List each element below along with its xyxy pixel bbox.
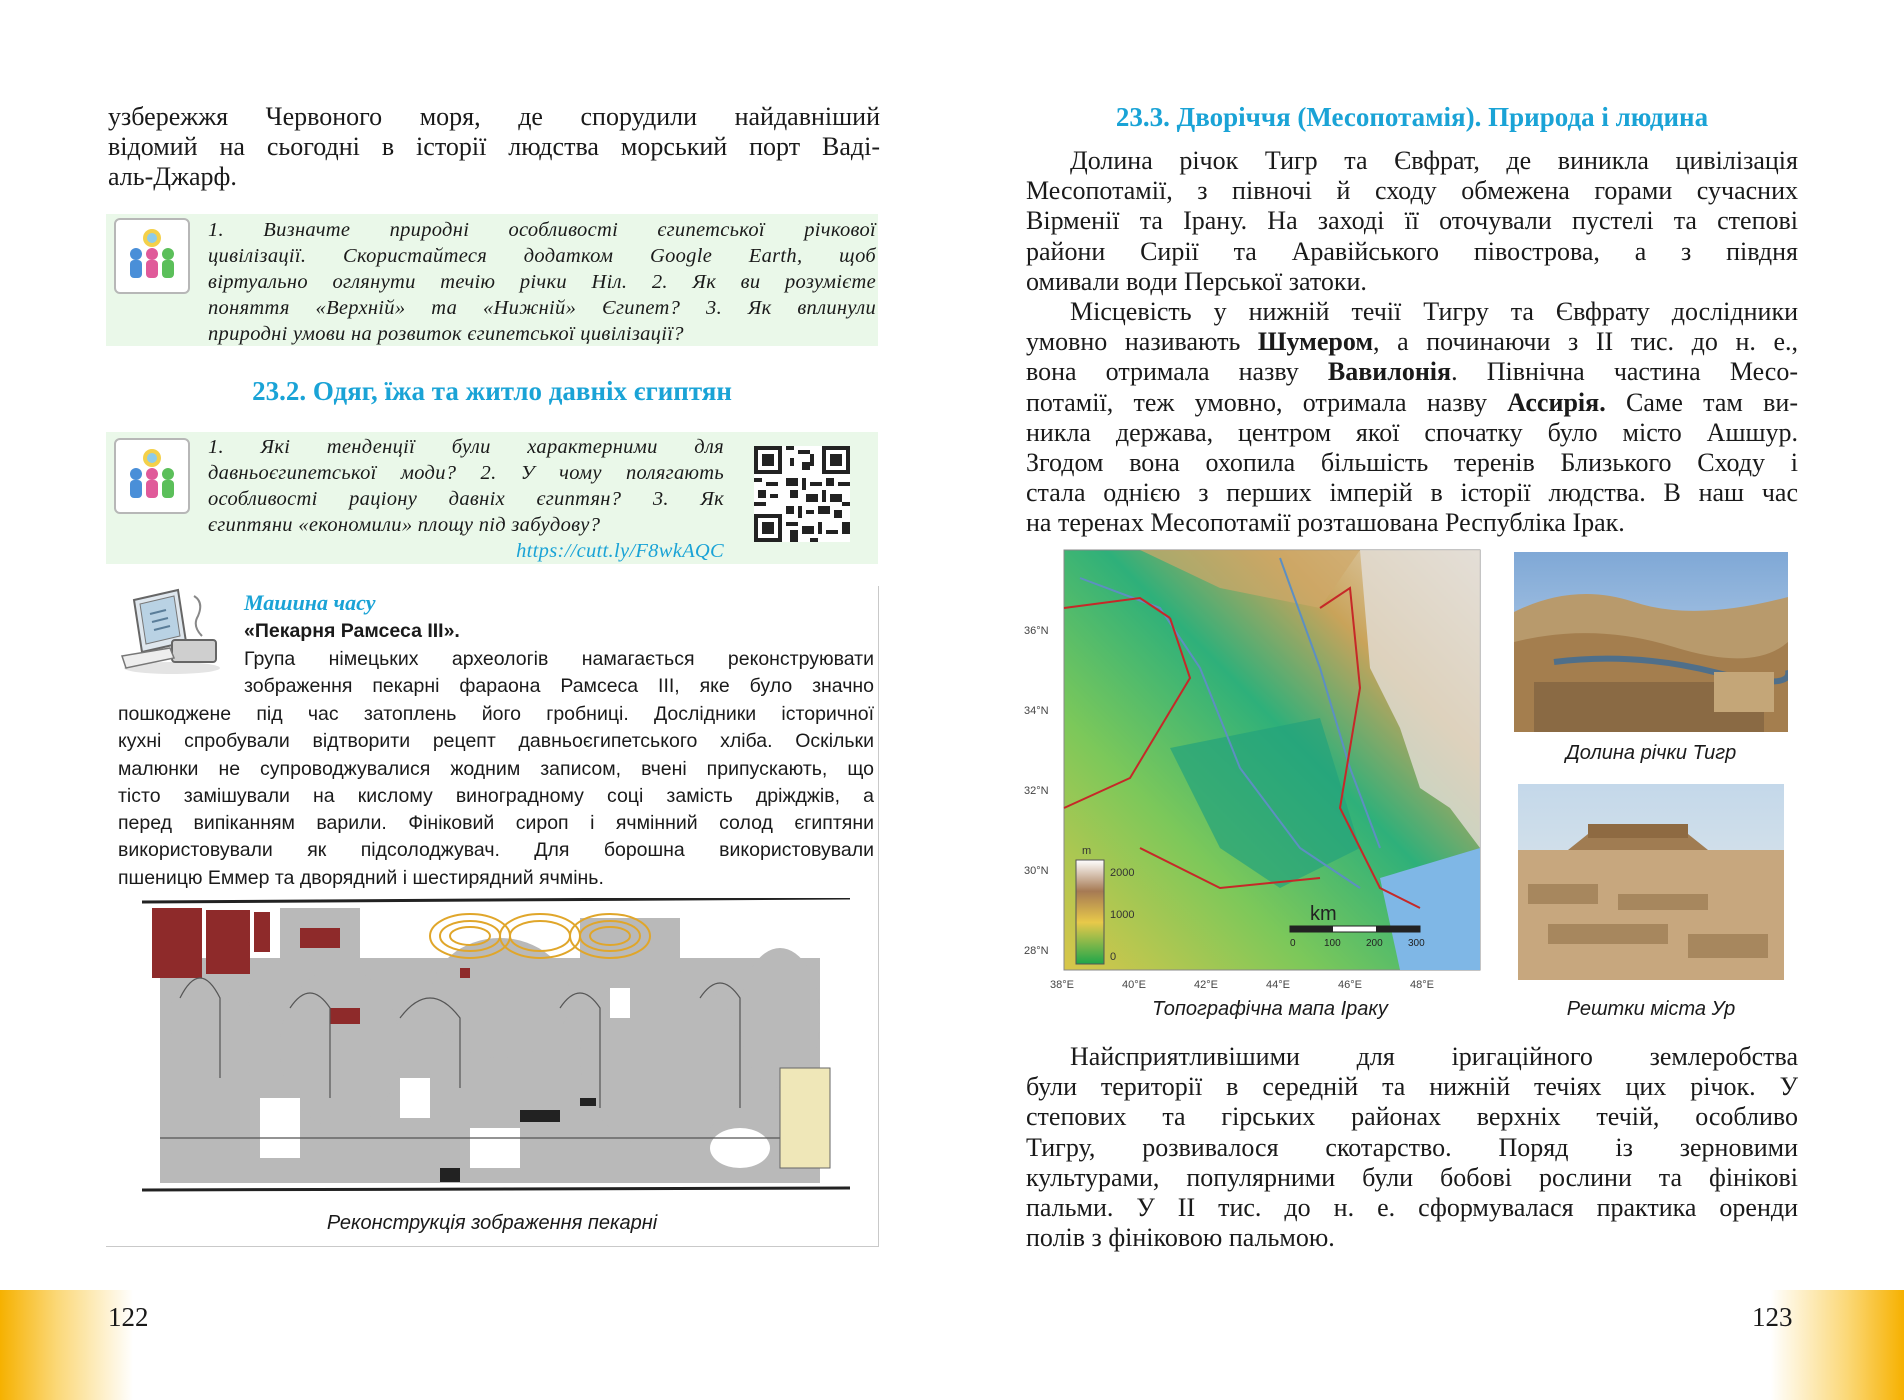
text-span: , а починаючи з II тис. до н. е., [1373, 327, 1798, 357]
task-box-2 [106, 432, 878, 564]
time-machine-title: «Пекарня Рамсеса III». [244, 620, 460, 642]
lat-label: 36°N [1024, 625, 1049, 637]
text-span: Саме там ви- [1605, 387, 1798, 417]
task-line: поняття «Верхній» та «Нижній» Єгипет? 3. Як вплинули [208, 297, 876, 319]
tigris-caption: Долина річки Тигр [1565, 742, 1737, 764]
text-span: умовно називають [1026, 327, 1258, 357]
paragraph-2 [1026, 297, 1798, 539]
time-machine-text-top [244, 646, 874, 701]
task-line: 1. Які тенденції були характерними для [208, 436, 724, 458]
iraq-topographic-map [1020, 548, 1490, 996]
bakery-caption: Реконструкція зображення пекарні [326, 1212, 658, 1234]
task-line: віртуально оглянути течію річки Ніл. 2. Як ви розумієте [208, 271, 876, 293]
text-line: Найсприятливішими для іригаційного землеробства [1070, 1042, 1798, 1071]
text-line: Згодом вона охопила більшість теренів Близького Сходу і [1026, 448, 1798, 478]
legend-value: 2000 [1110, 867, 1135, 879]
lon-label: 42°E [1194, 979, 1218, 991]
intro-paragraph [108, 102, 880, 193]
term-babylonia: Вавилонія [1327, 357, 1452, 387]
text-line: тісто замішували на кислому виноградному соці замість дріжджів, а [118, 784, 874, 807]
lon-label: 48°E [1410, 979, 1434, 991]
text-span: вона отримала назву [1026, 357, 1328, 387]
text-line: Група німецьких археологів намагається реконструювати [244, 648, 874, 670]
legend-unit: m [1082, 845, 1092, 857]
tigris-valley-photo [1514, 552, 1788, 732]
qr-link[interactable]: https://cutt.ly/F8wkAQC [516, 540, 724, 562]
task-line: 1. Визначте природні особливості єгипетської річкової [208, 219, 876, 241]
text-line: аль-Джарф. [108, 162, 237, 192]
lon-label: 46°E [1338, 979, 1362, 991]
text-line: пошкоджене під час затоплень його гробниці. Дослідники історичної [118, 703, 874, 725]
bakery-reconstruction-image [140, 898, 852, 1194]
legend-value: 1000 [1110, 909, 1135, 921]
text-line [1026, 327, 1798, 357]
text-line: узбережжя Червоного моря, де спорудили найдавніший [108, 102, 880, 131]
text-line [1026, 357, 1798, 387]
text-line: Місцевість у нижній течії Тигру та Євфрату дослідники [1070, 297, 1798, 326]
section-heading-23-3: 23.3. Дворіччя (Месопотамія). Природа і людина [1115, 102, 1709, 132]
time-machine-box [106, 586, 879, 1247]
text-line: никла держава, центром якої спочатку було місто Ашшур. [1026, 417, 1798, 447]
lon-label: 40°E [1122, 979, 1146, 991]
task-line: особливості раціону давніх єгиптян? 3. Як [208, 488, 724, 510]
lat-label: 30°N [1024, 865, 1049, 877]
text-line: полів з фініковою пальмою. [1026, 1223, 1335, 1253]
task-2-text [208, 434, 724, 564]
paragraph-3 [1026, 1042, 1798, 1253]
text-line [1026, 388, 1798, 418]
term-shumer: Шумером [1257, 327, 1374, 357]
task-line: природні умови на розвиток єгипетської цивілізації? [208, 323, 684, 345]
task-box-1 [106, 214, 878, 346]
text-line: зображення пекарні фараона Рамсеса III, яке було значно [244, 675, 874, 698]
term-assyria: Ассирія. [1507, 387, 1606, 417]
task-line: давньоєгипетської моди? 2. У чому полягають [208, 462, 724, 484]
ur-ruins-photo [1518, 784, 1784, 980]
legend-value: 0 [1110, 951, 1117, 963]
text-line: кухні спробували відтворити рецепт давньоєгипетського хліба. Оскільки [118, 730, 874, 753]
task-1-text [208, 217, 876, 347]
text-line: Долина річок Тигр та Євфрат, де виникла цивілізація [1070, 146, 1798, 175]
text-line: Вірменії та Ірану. На заході її оточували пустелі та степові [1026, 206, 1798, 236]
lat-label: 32°N [1024, 785, 1049, 797]
section-heading-23-2: 23.2. Одяг, їжа та житло давніх єгиптян [252, 376, 732, 406]
text-line: райони Сирії та Аравійського півострова, а з півдня [1026, 236, 1798, 266]
text-span: потамії, теж умовно, отримала назву [1026, 387, 1508, 417]
time-machine-text [118, 701, 874, 892]
group-work-icon [114, 438, 190, 514]
group-work-icon [114, 218, 190, 294]
text-line: були території в середній та нижній течіях цих річок. У [1026, 1072, 1798, 1102]
text-line: омивали води Перської затоки. [1026, 266, 1367, 296]
ur-caption: Рештки міста Ур [1566, 998, 1736, 1020]
text-line: пшеницю Еммер та дворядний і шестирядний ячмінь. [118, 866, 604, 889]
time-machine-label: Машина часу [244, 590, 376, 615]
paragraph-1 [1026, 146, 1798, 297]
scale-value: 0 [1290, 938, 1296, 949]
scale-value: 100 [1324, 938, 1341, 949]
text-line: культурами, популярними були бобові рослини та фінікові [1026, 1162, 1798, 1192]
text-line: на теренах Месопотамії розташована Республіка Ірак. [1026, 508, 1625, 538]
text-line: Месопотамії, з півночі й сходу обмежена горами сучасних [1026, 176, 1798, 206]
text-span: . Північна частина Месо- [1451, 357, 1798, 387]
lon-label: 44°E [1266, 979, 1290, 991]
scale-value: 300 [1408, 938, 1425, 949]
text-line: відомий на сьогодні в історії людства морський порт Ваді- [108, 132, 880, 162]
scale-label: km [1310, 903, 1337, 925]
text-line: перед випіканням варили. Фініковий сироп і ячмінний солод єгиптяни [118, 812, 874, 835]
text-line: стала однією з перших імперій в історії людства. В наш час [1026, 478, 1798, 508]
text-line: Тигру, розвивалося скотарство. Поряд із зерновими [1026, 1132, 1798, 1162]
text-line: пальми. У II тис. до н. е. сформувалася практика оренди [1026, 1193, 1798, 1223]
computer-illustration-icon [116, 586, 228, 676]
qr-code-icon[interactable] [754, 446, 850, 542]
page-number-left: 122 [108, 1302, 149, 1332]
lon-label: 38°E [1050, 979, 1074, 991]
task-line: єгиптяни «економили» площу під забудову? [208, 514, 601, 536]
lat-label: 34°N [1024, 705, 1049, 717]
lat-label: 28°N [1024, 945, 1049, 957]
text-line: степових та гірських районах верхніх течій, особливо [1026, 1102, 1798, 1132]
page-number-right: 123 [1752, 1302, 1793, 1332]
scale-value: 200 [1366, 938, 1383, 949]
map-caption: Топографічна мапа Іраку [1152, 998, 1388, 1020]
text-line: використовували як підсолоджувач. Для борошна використовували [118, 839, 874, 862]
text-line: малюнки не супроводжувалися жодним записом, вчені припускають, що [118, 757, 874, 780]
task-line: цивілізації. Скористайтеся додатком Google Earth, щоб [208, 245, 876, 267]
